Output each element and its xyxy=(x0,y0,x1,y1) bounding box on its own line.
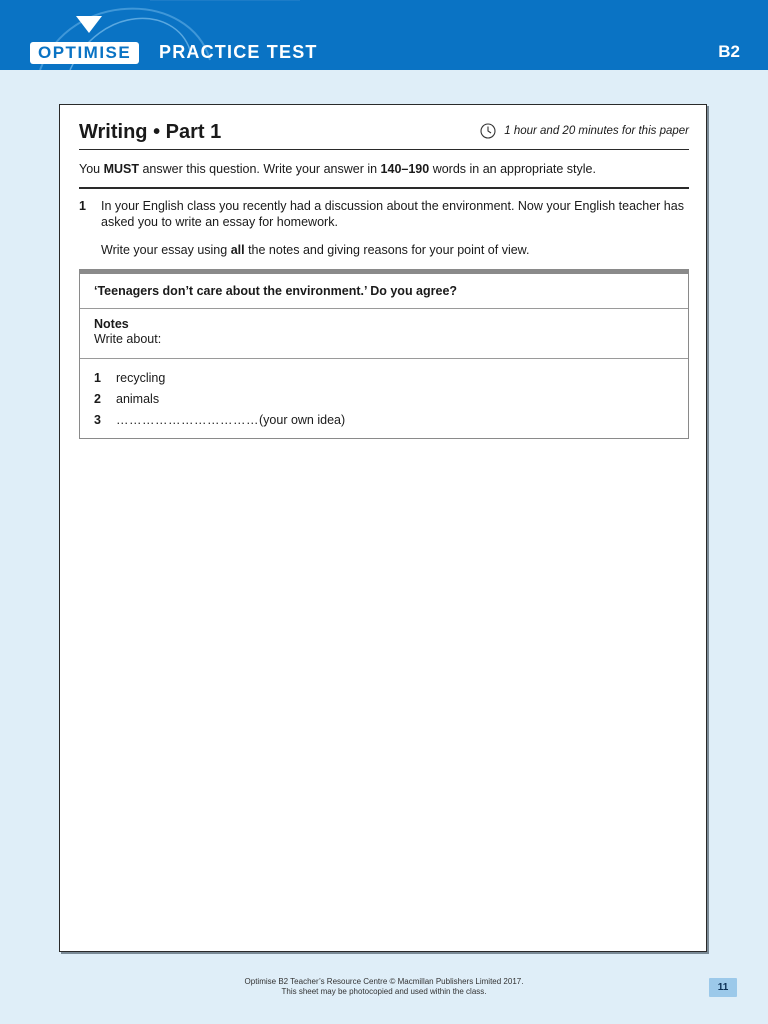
notes-section xyxy=(80,309,688,359)
list-item: 2 animals xyxy=(94,392,160,406)
worksheet xyxy=(59,104,707,952)
brand-logo: OPTIMISE xyxy=(30,42,139,64)
notes-list xyxy=(80,359,688,438)
section-header xyxy=(79,119,689,150)
timing-note xyxy=(480,122,689,140)
question-directive: Write your essay using all the notes and giving reasons for your point of view. xyxy=(101,243,530,257)
header-title: PRACTICE TEST xyxy=(159,42,318,62)
clock-icon xyxy=(480,123,496,139)
blank-line: …………………………… xyxy=(116,413,259,427)
question-number: 1 xyxy=(79,199,86,213)
triangle-down-icon xyxy=(76,16,102,33)
task-box xyxy=(79,269,689,439)
instruction-text: You MUST answer this question. Write your answer in 140–190 words in an appropriate style. xyxy=(79,162,596,176)
list-item: 1 recycling xyxy=(94,371,166,385)
notes-heading: Notes xyxy=(94,317,129,331)
timing-text: 1 hour and 20 minutes for this paper xyxy=(504,125,689,137)
level-label: B2 xyxy=(718,42,740,61)
section-title: Writing • Part 1 xyxy=(79,121,222,143)
header-band xyxy=(0,0,768,70)
divider xyxy=(79,187,689,189)
notes-subheading: Write about: xyxy=(94,332,162,346)
question-text: In your English class you recently had a discussion about the environment. Now your English teacher has asked you to write an essay for homework. xyxy=(101,199,684,229)
essay-statement: ‘Teenagers don’t care about the environment.’ Do you agree? xyxy=(80,274,688,309)
page-number: 11 xyxy=(709,978,737,997)
copyright-footer: Optimise B2 Teacher’s Resource Centre © Macmillan Publishers Limited 2017. This sheet may be photocopied and used within the class. xyxy=(244,977,524,996)
list-item: 3 …………………………… (your own idea) xyxy=(94,410,674,431)
